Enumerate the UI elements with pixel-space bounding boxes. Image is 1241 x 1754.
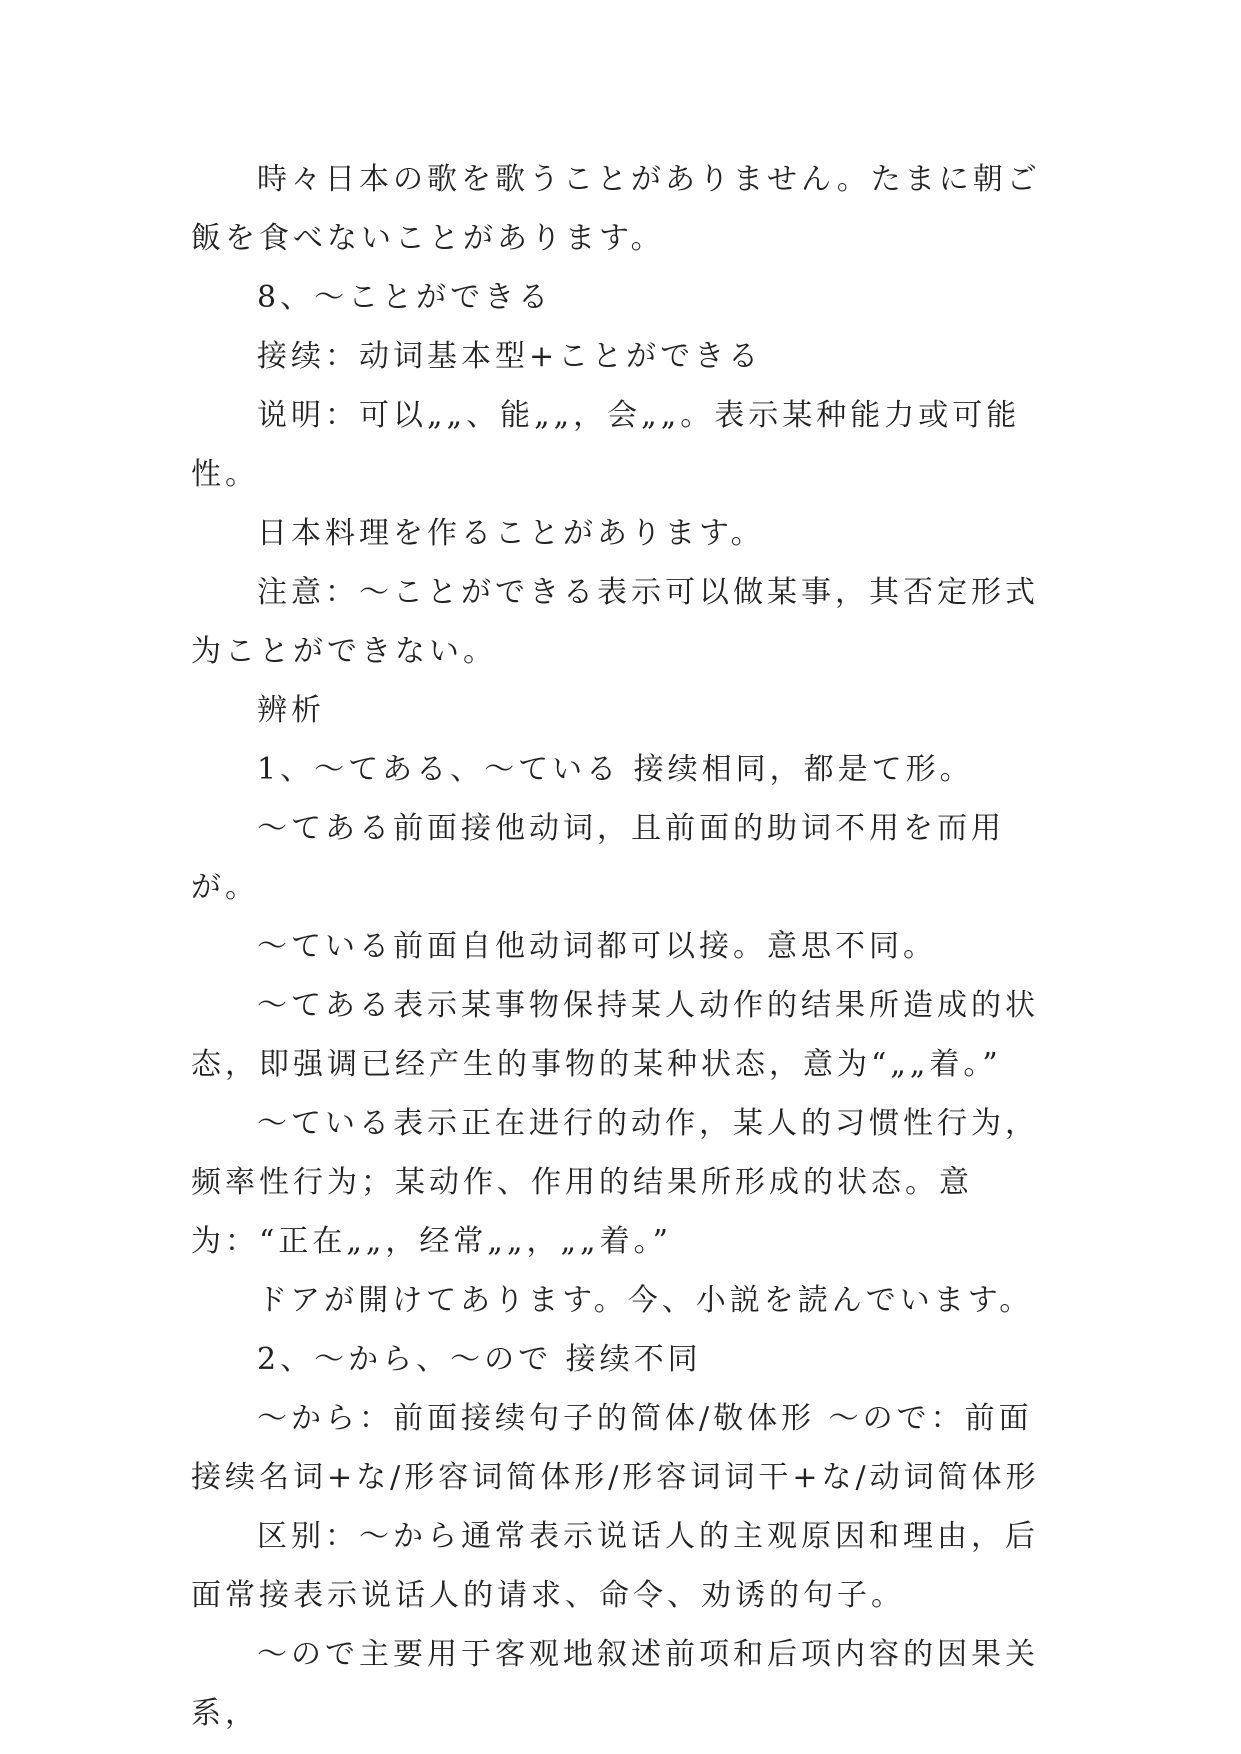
paragraph-example-sentences: 時々日本の歌を歌うことがありません。たまに朝ご飯を食べないことがあります。 — [191, 162, 1041, 256]
paragraph-teiru-usage: ～ている前面自他动词都可以接。意思不同。 — [257, 929, 937, 964]
paragraph-kara-node-connection: ～から：前面接续句子的简体/敬体形 ～ので：前面接续名词+な/形容词简体形/形容词词干+な/动词简体形 — [191, 1401, 1040, 1495]
paragraph-tearu-usage: ～てある前面接他动词，且前面的助词不用を而用が。 — [191, 811, 1005, 905]
paragraph-explanation: 说明：可以„„、能„„，会„„。表示某种能力或可能性。 — [191, 398, 1021, 492]
paragraph-node-usage: ～ので主要用于客观地叙述前项和后项内容的因果关系， — [191, 1637, 1039, 1731]
paragraph-connection: 接续：动词基本型+ことができる — [257, 339, 763, 374]
section-heading-analysis: 辨析 — [257, 693, 325, 728]
document-body — [191, 150, 1061, 1743]
subheading-kara-node: 2、～から、～ので 接续不同 — [257, 1342, 702, 1377]
paragraph-teiru-meaning: ～ている表示正在进行的动作，某人的习惯性行为，频率性行为；某动作、作用的结果所形成的状态。意为：“正在„„，经常„„，„„着。” — [191, 1106, 1039, 1259]
paragraph-examples-2: ドアが開けてあります。今、小説を読んでいます。 — [257, 1283, 1034, 1318]
paragraph-example: 日本料理を作ることがあります。 — [257, 516, 765, 551]
paragraph-difference: 区别：～から通常表示说话人的主观原因和理由，后面常接表示说话人的请求、命令、劝诱的句子。 — [191, 1519, 1039, 1613]
subheading-tearu-teiru: 1、～てある、～ている 接续相同，都是て形。 — [257, 752, 974, 787]
paragraph-tearu-meaning: ～てある表示某事物保持某人动作的结果所造成的状态，即强调已经产生的事物的某种状态，意为“„„着。” — [191, 988, 1039, 1082]
paragraph-note: 注意：～ことができる表示可以做某事，其否定形式为ことができない。 — [191, 575, 1039, 669]
section-heading-koto-ga-dekiru: 8、～ことができる — [257, 280, 553, 315]
